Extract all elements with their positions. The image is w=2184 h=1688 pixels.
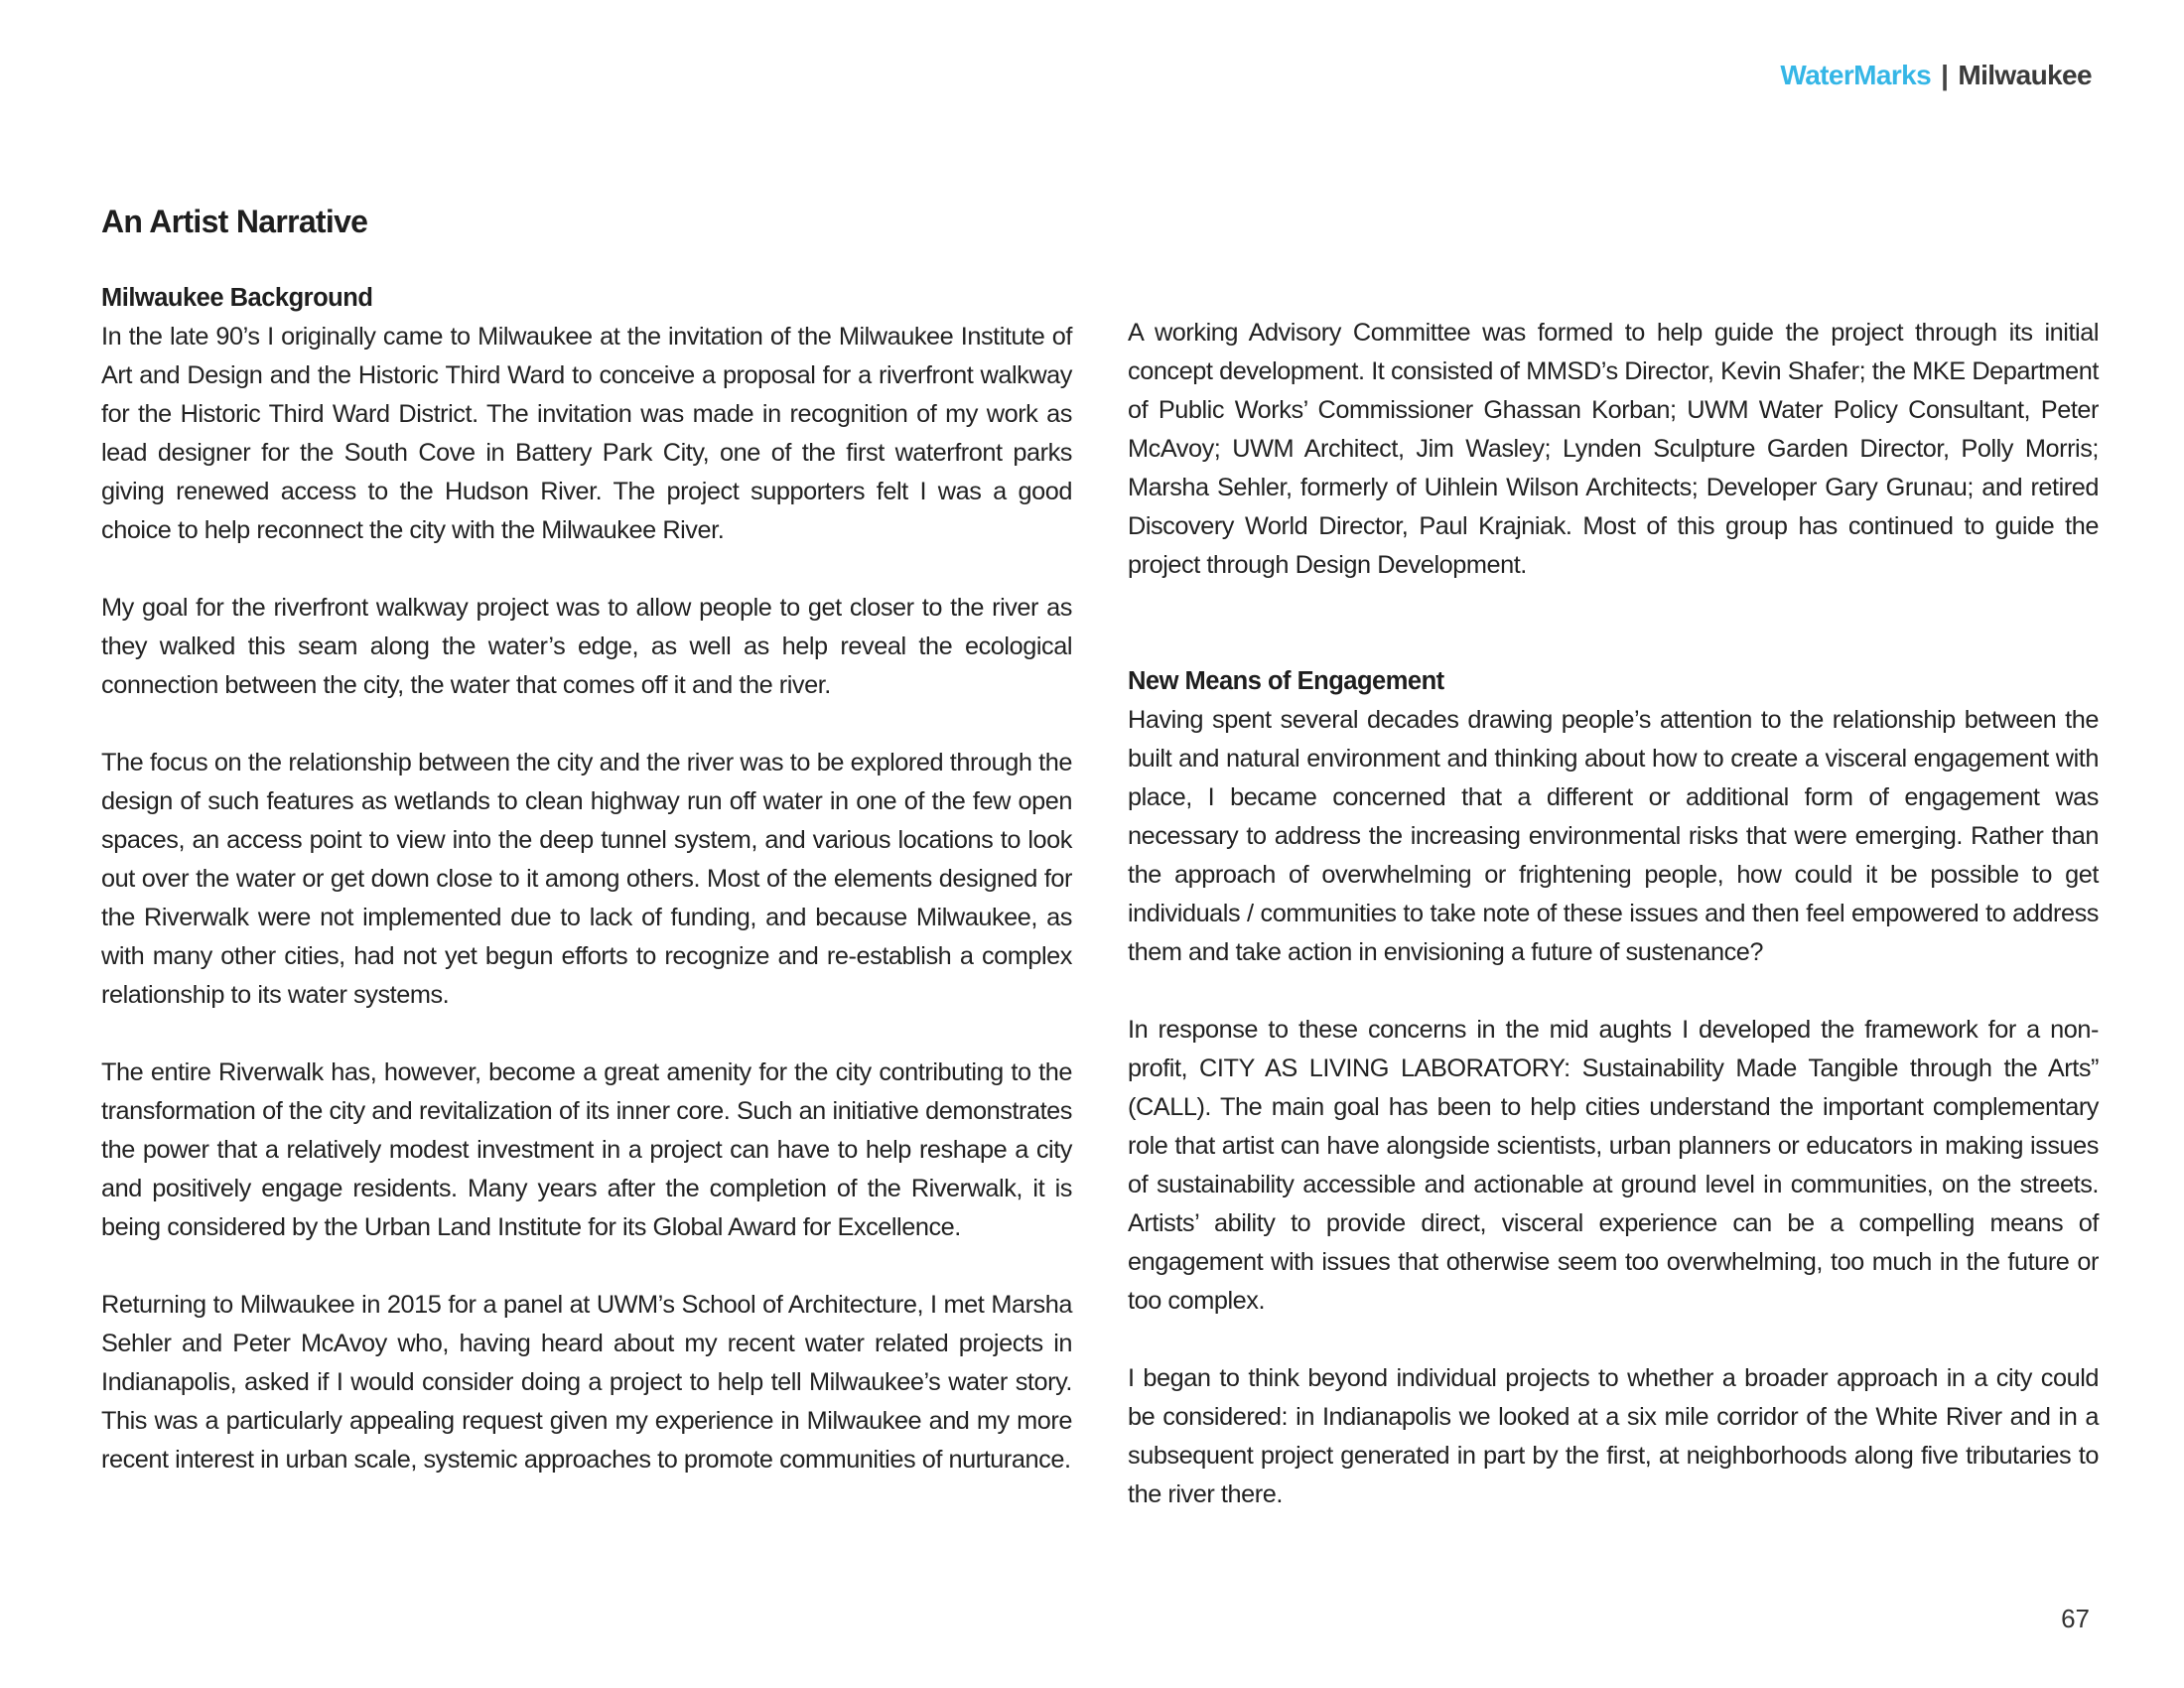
- body-paragraph: In response to these concerns in the mid aughts I developed the framework for a non-profit, CITY AS LIVING LABORATORY: Sustainability Made Tangible through the Arts” (CALL). The main goal has been to help cities understand the important complementary role that artist can have alongside scientists, urban planners or educators in making issues of sustainability accessible and actionable at ground level in communities, on the streets. Artists’ ability to provide direct, visceral experience can be a compelling means of engagement with issues that otherwise seem too overwhelming, too much in the future or too complex.: [1128, 1016, 2099, 1315]
- body-paragraph: I began to think beyond individual projects to whether a broader approach in a city could be considered: in Indianapolis we looked at a six mile corridor of the White River and in a subsequent project generated in part by the first, at neighborhoods along five tributaries to the river there.: [1128, 1364, 2099, 1508]
- page-number: 67: [2061, 1604, 2090, 1633]
- section-heading-new-means-of-engagement: New Means of Engagement: [1128, 667, 1444, 695]
- page-title: An Artist Narrative: [101, 204, 368, 239]
- body-paragraph: The focus on the relationship between the city and the river was to be explored through the design of such features as wetlands to clean highway run off water in one of the few open spaces, an access point to view into the deep tunnel system, and various locations to look out over the water or get down close to it among others. Most of the elements designed for the Riverwalk were not implemented due to lack of funding, and because Milwaukee, as with many other cities, had not yet begun efforts to recognize and re-establish a complex relationship to its water systems.: [101, 749, 1072, 1009]
- section-heading-milwaukee-background: Milwaukee Background: [101, 284, 373, 312]
- body-paragraph: Having spent several decades drawing people’s attention to the relationship between the built and natural environment and thinking about how to create a visceral engagement with place, I became concerned that a different or additional form of engagement was necessary to address the increasing environmental risks that were emerging. Rather than the approach of overwhelming or frightening people, how could it be possible to get individuals / communities to take note of these issues and then feel empowered to address them and take action in envisioning a future of sustenance?: [1128, 706, 2099, 966]
- body-paragraph: The entire Riverwalk has, however, become a great amenity for the city contributing to the transformation of the city and revitalization of its inner core. Such an initiative demonstrates the power that a relatively modest investment in a project can have to help reshape a city and positively engage residents. Many years after the completion of the Riverwalk, it is being considered by the Urban Land Institute for its Global Award for Excellence.: [101, 1058, 1072, 1241]
- right-column: [1128, 314, 2099, 1553]
- running-header: [1780, 60, 2092, 91]
- header-city: Milwaukee: [1958, 60, 2092, 90]
- header-separator: |: [1941, 60, 1949, 90]
- left-column: [101, 279, 1072, 1518]
- body-paragraph: My goal for the riverfront walkway project was to allow people to get closer to the river as they walked this seam along the water’s edge, as well as help reveal the ecological connection between the city, the water that comes off it and the river.: [101, 594, 1072, 699]
- body-paragraph: Returning to Milwaukee in 2015 for a panel at UWM’s School of Architecture, I met Marsha Sehler and Peter McAvoy who, having heard about my recent water related projects in Indianapolis, asked if I would consider doing a project to help tell Milwaukee’s water story. This was a particularly appealing request given my experience in Milwaukee and my more recent interest in urban scale, systemic approaches to promote communities of nurturance.: [101, 1291, 1072, 1474]
- spacer: [1128, 624, 2099, 662]
- body-paragraph: A working Advisory Committee was formed to help guide the project through its initial concept development. It consisted of MMSD’s Director, Kevin Shafer; the MKE Department of Public Works’ Commissioner Ghassan Korban; UWM Water Policy Consultant, Peter McAvoy; UWM Architect, Jim Wasley; Lynden Sculpture Garden Director, Polly Morris; Marsha Sehler, formerly of Uihlein Wilson Architects; Developer Gary Grunau; and retired Discovery World Director, Paul Krajniak. Most of this group has continued to guide the project through Design Development.: [1128, 319, 2099, 579]
- brand-name: WaterMarks: [1780, 60, 1932, 90]
- body-paragraph: In the late 90’s I originally came to Milwaukee at the invitation of the Milwaukee Institute of Art and Design and the Historic Third Ward to conceive a proposal for a riverfront walkway for the Historic Third Ward District. The invitation was made in recognition of my work as lead designer for the South Cove in Battery Park City, one of the first waterfront parks giving renewed access to the Hudson River. The project supporters felt I was a good choice to help reconnect the city with the Milwaukee River.: [101, 323, 1072, 544]
